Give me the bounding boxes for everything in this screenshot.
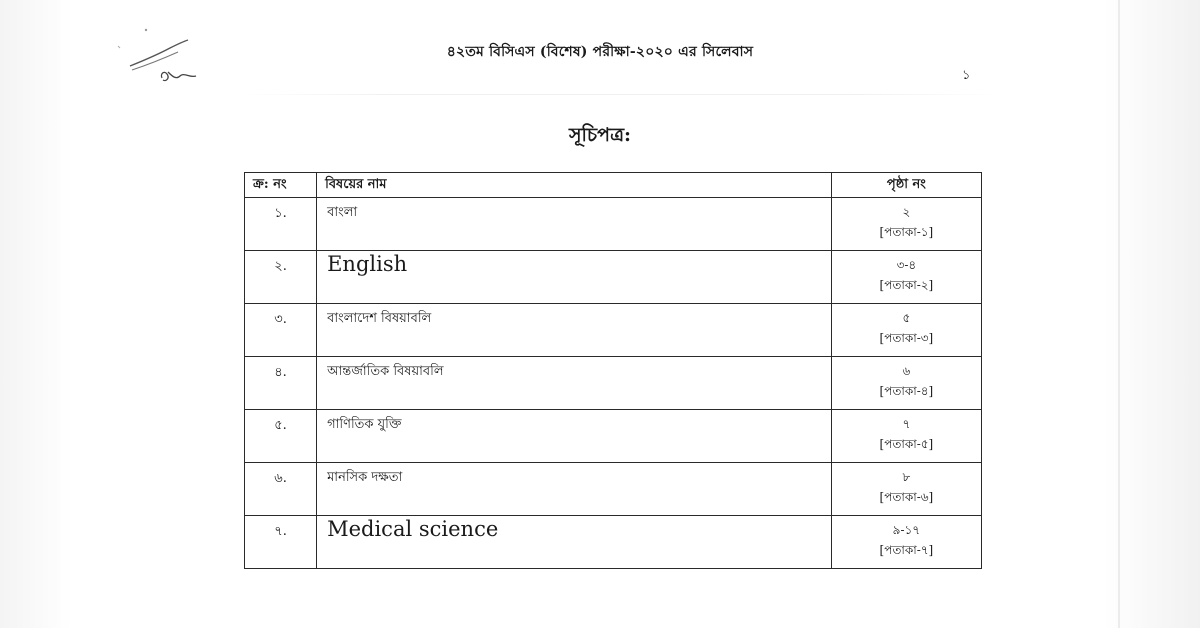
table-row [245, 357, 982, 410]
row-pages [832, 198, 981, 242]
row-subject: Medical science [327, 517, 499, 541]
page-range: ৯-১৭ [892, 523, 921, 537]
page-range: ৫ [902, 311, 911, 325]
row-serial: ২. [274, 259, 287, 274]
row-serial: ৭. [274, 524, 287, 539]
header-subject: বিষয়ের নাম [317, 173, 832, 198]
page-edge [1118, 0, 1120, 628]
row-serial: ৫. [274, 418, 287, 433]
flag-label: [পতাকা-৬] [879, 490, 934, 504]
flag-label: [পতাকা-২] [879, 278, 934, 292]
table-row [245, 463, 982, 516]
header-divider [240, 94, 1000, 95]
row-subject: English [327, 252, 408, 276]
row-subject: বাংলা [327, 205, 358, 220]
row-pages [832, 304, 981, 348]
page-range: ৬ [902, 364, 911, 378]
row-serial: ৪. [274, 365, 287, 380]
table-row [245, 410, 982, 463]
page-range: ৮ [902, 470, 911, 484]
table-row [245, 198, 982, 251]
table-row [245, 251, 982, 304]
row-pages [832, 251, 981, 295]
row-subject: আন্তর্জাতিক বিষয়াবলি [327, 364, 444, 379]
flag-label: [পতাকা-৫] [879, 437, 934, 451]
toc-table [244, 172, 982, 569]
row-serial: ১. [274, 206, 287, 221]
row-subject: বাংলাদেশ বিষয়াবলি [327, 311, 432, 326]
row-subject: মানসিক দক্ষতা [327, 470, 403, 485]
flag-label: [পতাকা-১] [879, 225, 934, 239]
row-serial: ৬. [274, 471, 287, 486]
row-pages [832, 410, 981, 454]
flag-label: [পতাকা-৩] [879, 331, 934, 345]
flag-label: [পতাকা-৪] [879, 384, 934, 398]
page-range: ৭ [902, 417, 911, 431]
toc-heading: সূচিপত্র: [568, 124, 632, 146]
row-pages [832, 463, 981, 507]
page-range: ৩-৪ [896, 258, 917, 272]
flag-label: [পতাকা-৭] [879, 543, 934, 557]
header-page: পৃষ্ঠা নং [831, 173, 981, 198]
row-subject: গাণিতিক যুক্তি [327, 417, 402, 432]
page-number: ১ [962, 68, 971, 83]
row-pages [832, 357, 981, 401]
table-header-row [245, 173, 982, 198]
table-row [245, 516, 982, 569]
row-serial: ৩. [274, 312, 287, 327]
document-title: ৪২তম বিসিএস (বিশেষ) পরীক্ষা-২০২০ এর সিলেবাস [446, 44, 754, 60]
table-row [245, 304, 982, 357]
header-serial: ক্র: নং [245, 173, 317, 198]
page-range: ২ [902, 205, 911, 219]
row-pages [832, 516, 981, 560]
